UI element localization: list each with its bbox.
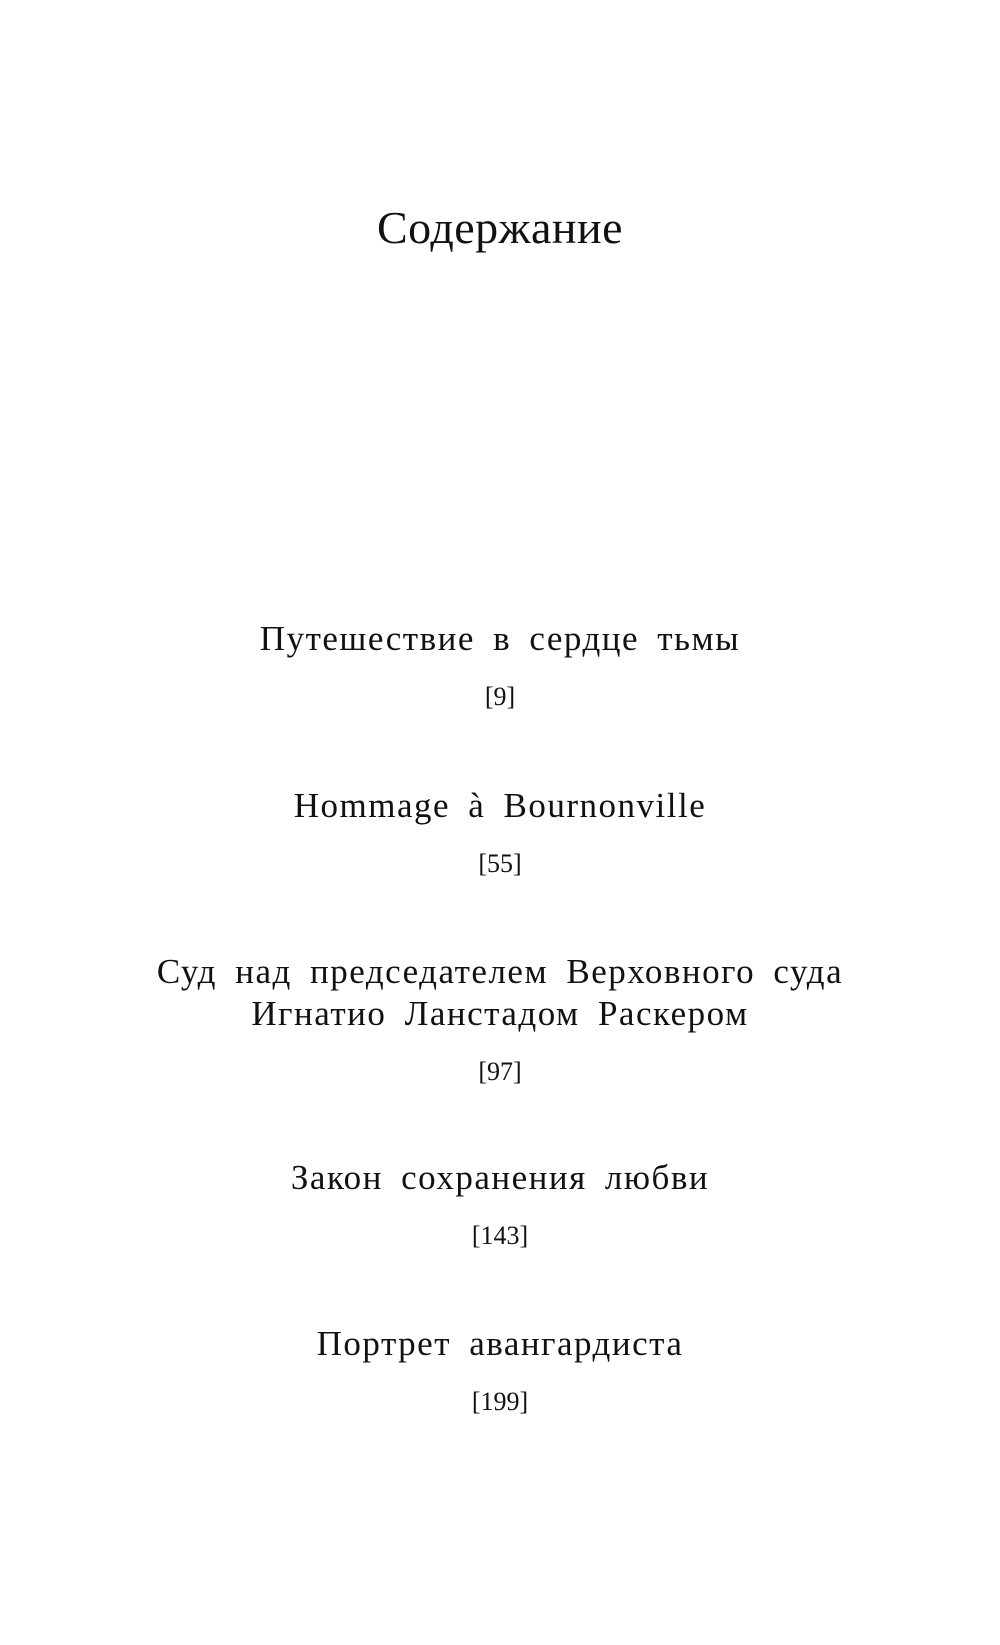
toc-entry-title: Путешествие в сердце тьмы	[259, 619, 741, 658]
toc-entry-title-line-1: Суд над председателем Верховного суда	[156, 952, 844, 991]
toc-entry	[0, 951, 1000, 1087]
toc-entry-page-number: [9]	[484, 682, 516, 711]
toc-entry-title: Hommage à Bournonville	[293, 786, 707, 825]
toc-entry	[0, 785, 1000, 879]
toc-entry	[0, 1157, 1000, 1251]
toc-entry	[0, 618, 1000, 712]
toc-entry-page-number: [143]	[471, 1221, 529, 1250]
page-title: Содержание	[376, 202, 624, 253]
toc-entry-title-line-2: Игнатио Ланстадом Раскером	[251, 994, 749, 1033]
toc-entry-page-number: [97]	[478, 1057, 522, 1086]
toc-entry	[0, 1323, 1000, 1417]
toc-entry-page-number: [199]	[471, 1387, 529, 1416]
toc-entry-title: Портрет авангардиста	[316, 1324, 684, 1363]
toc-entry-title: Закон сохранения любви	[290, 1158, 710, 1197]
toc-entry-page-number: [55]	[478, 849, 522, 878]
